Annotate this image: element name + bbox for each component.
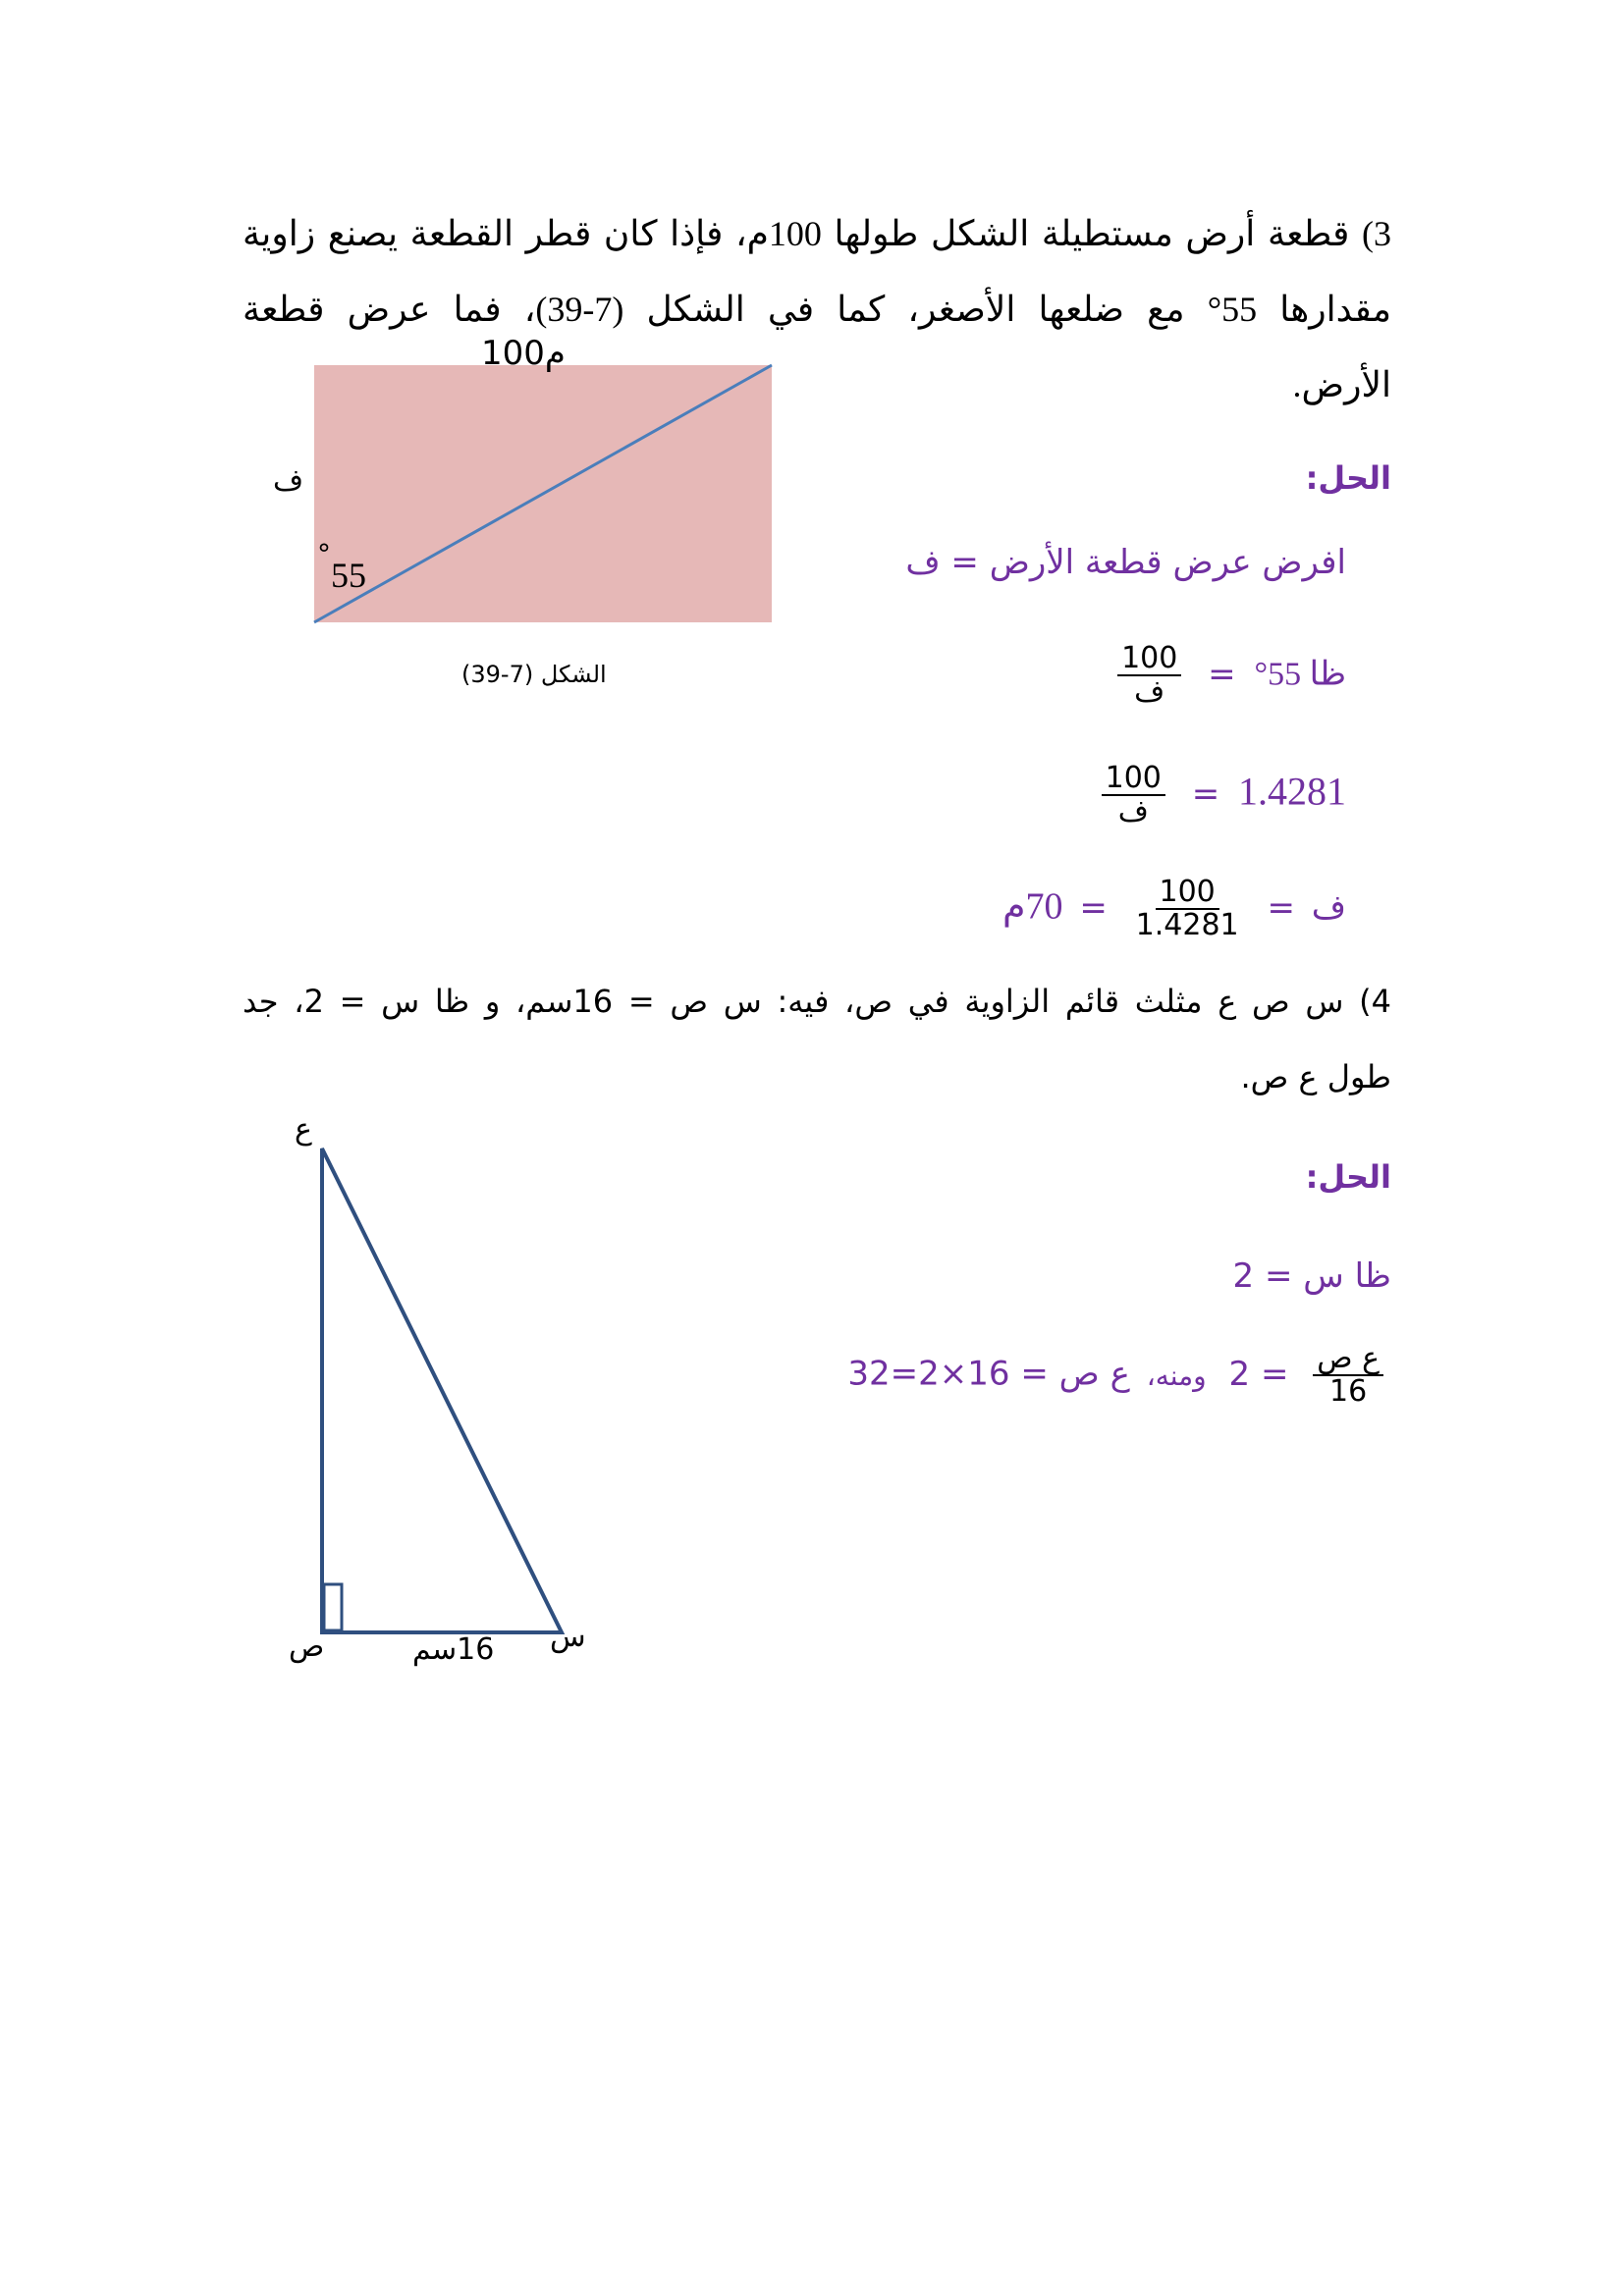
problem-3-line-1: 3) قطعة أرض مستطيلة الشكل طولها 100م، فإذا كان قطر القطعة يصنع زاوية (243, 214, 1391, 253)
result-value: 70م (1001, 885, 1063, 928)
fraction-numerator: ع ص (1313, 1343, 1383, 1376)
final-result: ع ص = 16×2=32 (847, 1354, 1130, 1394)
problem-4-line-1: 4) س ص ع مثلث قائم الزاوية في ص، فيه: س ص = 16سم، و ظا س = 2، جد (243, 983, 1392, 1020)
equation-value (1094, 763, 1346, 828)
angle-degree-mark: ° (317, 538, 331, 570)
fraction-100-over-f (1117, 643, 1181, 708)
equation-tan55 (1110, 643, 1346, 708)
rectangle-length-label: 100م (481, 334, 566, 373)
equals-sign: = (1267, 887, 1295, 928)
fraction-numerator: 100 (1102, 763, 1165, 796)
rectangle-width-label: ف (273, 463, 304, 498)
base-length-label: 16سم (412, 1632, 495, 1667)
problem-3-line-2: مقدارها 55° مع ضلعها الأصغر، كما في الشكل (7-39)، فما عرض قطعة (243, 290, 1392, 329)
angle-label: 55 (331, 556, 366, 595)
vertex-label-ain: ع (295, 1112, 312, 1147)
right-angle-mark (324, 1584, 342, 1630)
solution-4-heading: الحل: (1305, 1158, 1391, 1196)
equals-two: = 2 (1228, 1354, 1289, 1394)
fraction-denominator: ف (1117, 794, 1149, 828)
rectangle-diagram (312, 363, 776, 624)
therefore-text: ومنه، (1146, 1359, 1207, 1392)
equation-solve (847, 1343, 1391, 1408)
fraction-y-over-16 (1313, 1343, 1383, 1408)
equals-sign: = (1208, 654, 1236, 694)
triangle-diagram (304, 1139, 579, 1649)
f-symbol: ف (1311, 887, 1346, 928)
tan55-label: ظا 55° (1254, 656, 1346, 693)
fraction-denominator: 16 (1329, 1374, 1368, 1409)
problem-3-line-3: الأرض. (1292, 365, 1391, 404)
equals-sign: = (1079, 887, 1108, 928)
equation-tan-s: ظا س = 2 (1232, 1256, 1391, 1296)
equals-sign: = (1191, 774, 1220, 814)
assumption-text: افرض عرض قطعة الأرض = ف (905, 543, 1346, 582)
fraction-numerator: 100 (1117, 643, 1181, 676)
vertex-label-seen: س (550, 1620, 586, 1654)
figure-caption: الشكل (7-39) (461, 661, 607, 688)
problem-4-text (243, 964, 1391, 1115)
problem-4-line-2: طول ع ص. (1240, 1058, 1391, 1095)
solution-3-heading: الحل: (1305, 459, 1391, 497)
triangle-shape (322, 1148, 562, 1632)
fraction-100-over-14281 (1132, 877, 1243, 941)
fraction-100-over-f-2 (1102, 763, 1165, 828)
vertex-label-sad: ص (289, 1629, 325, 1664)
fraction-numerator: 100 (1156, 877, 1219, 910)
fraction-denominator: 1.4281 (1135, 908, 1239, 942)
fraction-denominator: ف (1134, 674, 1165, 709)
equation-result (1002, 877, 1346, 941)
tan-value: 1.4281 (1238, 769, 1346, 814)
